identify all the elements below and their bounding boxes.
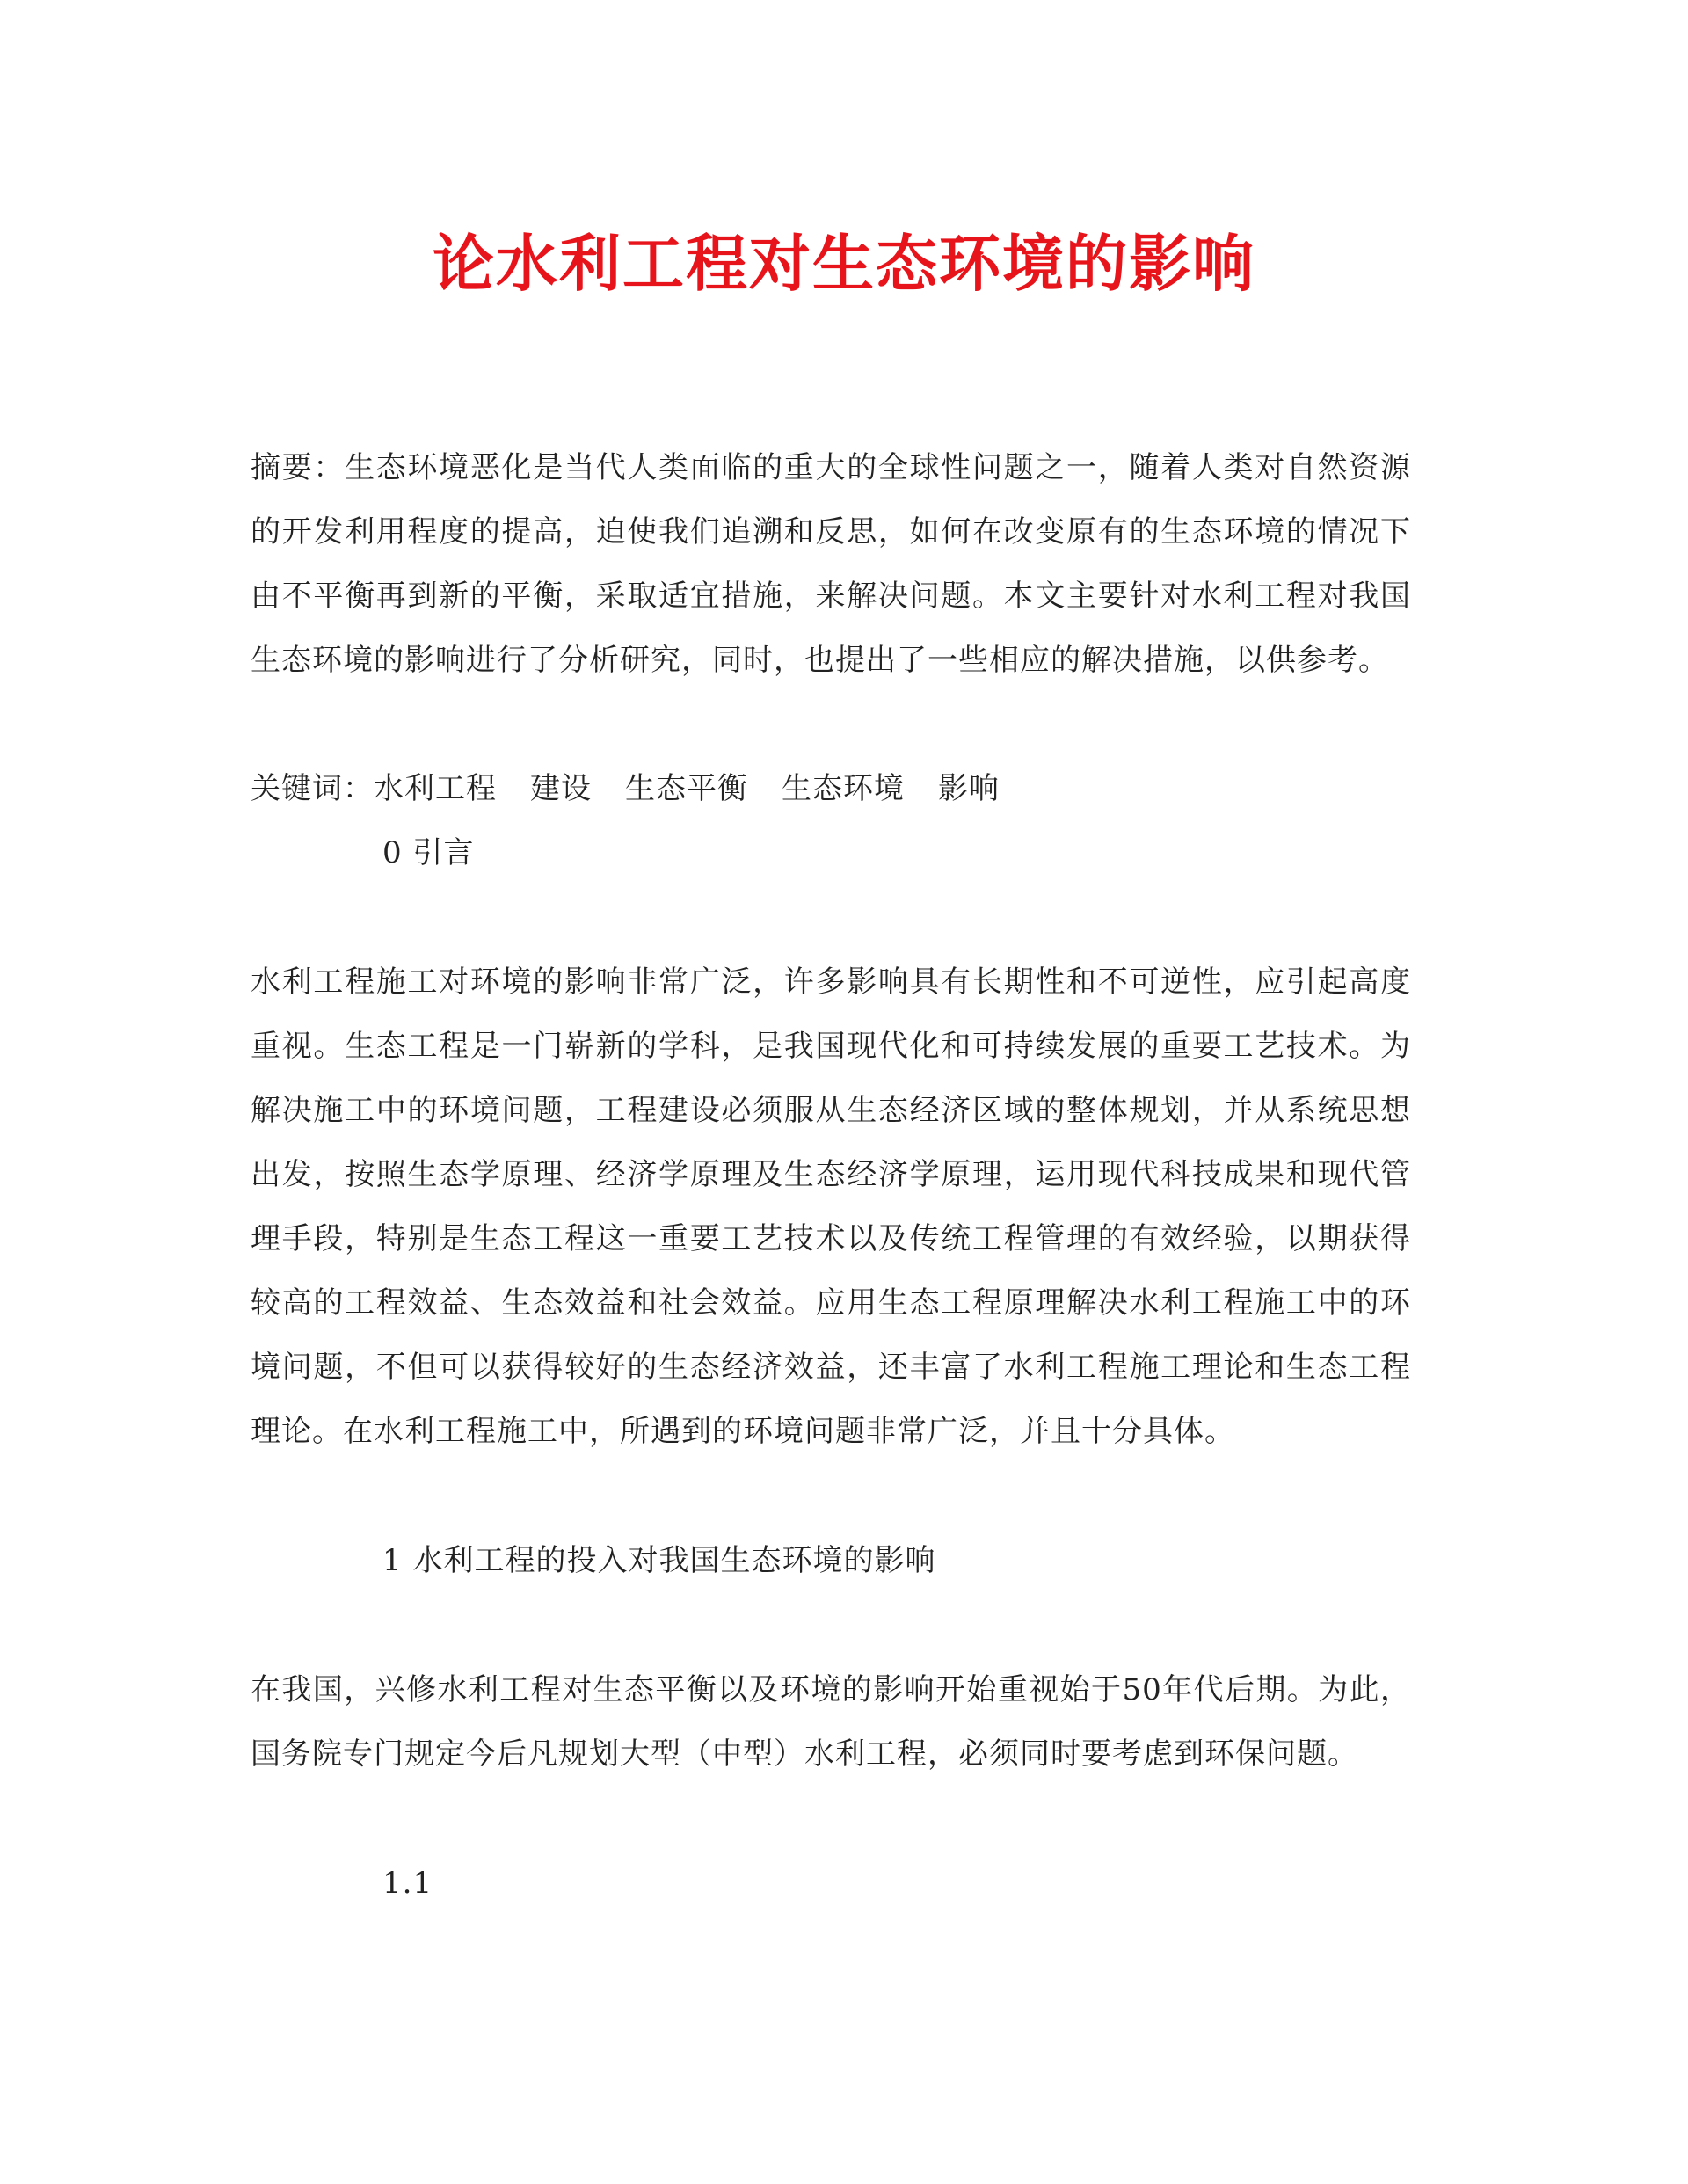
abstract-paragraph: 摘要：生态环境恶化是当代人类面临的重大的全球性问题之一，随着人类对自然资源的开发利用程度的提高，迫使我们追溯和反思，如何在改变原有的生态环境的情况下由不平衡再到新的平衡，采取适宜措施，来解决问题。本文主要针对水利工程对我国生态环境的影响进行了分析研究，同时，也提出了一些相应的解决措施，以供参考。 bbox=[251, 450, 1411, 678]
section-heading-introduction: 0 引言 bbox=[382, 835, 475, 870]
keyword: 水利工程 bbox=[374, 771, 497, 806]
section-heading-1: 1 水利工程的投入对我国生态环境的影响 bbox=[382, 1543, 936, 1578]
keyword: 影响 bbox=[938, 771, 1000, 806]
document-title: 论水利工程对生态环境的影响 bbox=[433, 228, 1255, 300]
keywords-label: 关键词： bbox=[251, 771, 374, 806]
keyword: 建设 bbox=[530, 771, 592, 806]
keyword: 生态平衡 bbox=[625, 771, 748, 806]
keyword: 生态环境 bbox=[782, 771, 905, 806]
keywords-line bbox=[251, 757, 1000, 821]
section-1-paragraph: 在我国，兴修水利工程对生态平衡以及环境的影响开始重视始于50年代后期。为此，国务院专门规定今后凡规划大型（中型）水利工程，必须同时要考虑到环保问题。 bbox=[251, 1672, 1411, 1772]
section-heading-1-1: 1.1 bbox=[382, 1866, 433, 1901]
introduction-paragraph: 水利工程施工对环境的影响非常广泛，许多影响具有长期性和不可逆性，应引起高度重视。生态工程是一门崭新的学科，是我国现代化和可持续发展的重要工艺技术。为解决施工中的环境问题，工程建设必须服从生态经济区域的整体规划，并从系统思想出发，按照生态学原理、经济学原理及生态经济学原理，运用现代科技成果和现代管理手段，特别是生态工程这一重要工艺技术以及传统工程管理的有效经验，以期获得较高的工程效益、生态效益和社会效益。应用生态工程原理解决水利工程施工中的环境问题，不但可以获得较好的生态经济效益，还丰富了水利工程施工理论和生态工程理论。在水利工程施工中，所遇到的环境问题非常广泛，并且十分具体。 bbox=[251, 965, 1411, 1449]
